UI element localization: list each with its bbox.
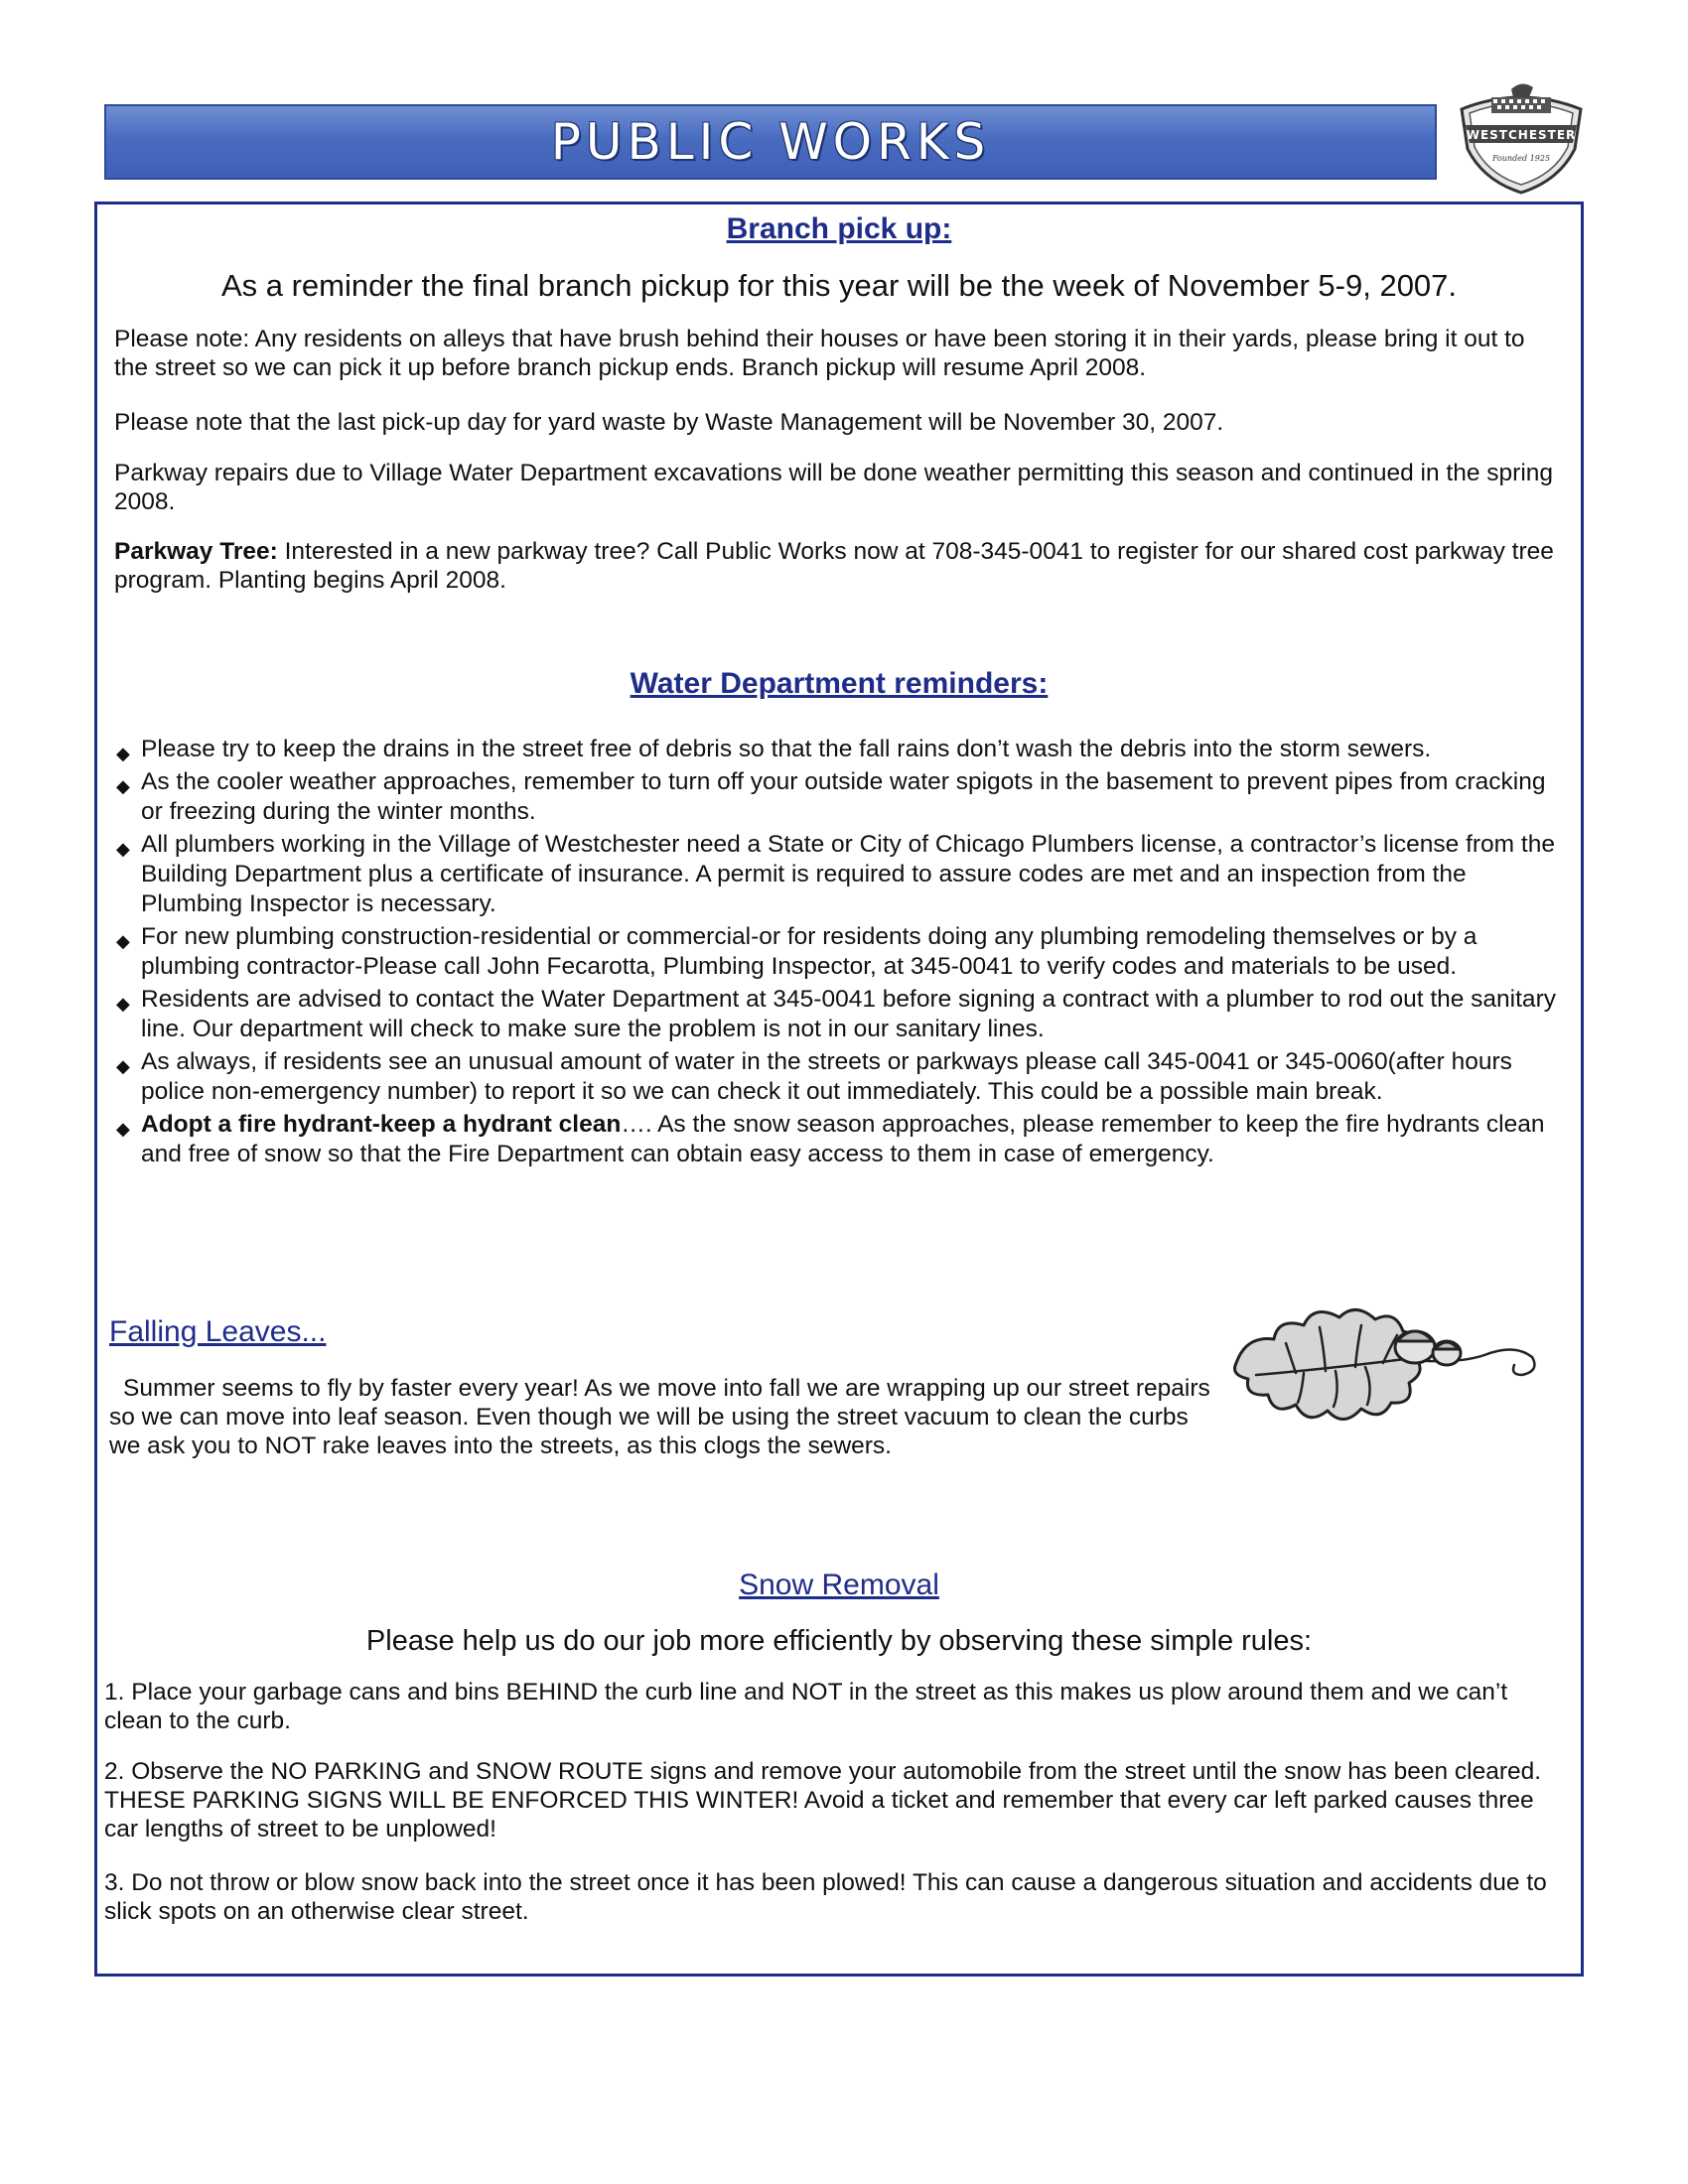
diamond-bullet-icon: ◆	[116, 839, 130, 859]
diamond-bullet-icon: ◆	[116, 1056, 130, 1076]
water-department-heading: Water Department reminders:	[630, 667, 1049, 700]
branch-pickup-lead: As a reminder the final branch pickup for this year will be the week of November 5-9, 2007.	[220, 268, 1458, 303]
list-item: ◆ Adopt a fire hydrant-keep a hydrant clean…. As the snow season approaches, please remember to keep the fire hydrants clean and free of snow so that the Fire Department can obtain easy access to them in case of emergency.	[116, 1111, 1545, 1167]
branch-pickup-heading: Branch pick up:	[726, 212, 952, 245]
seal-subtitle: Founded 1925	[1491, 154, 1551, 163]
list-item: ◆ All plumbers working in the Village of Westchester need a State or City of Chicago Plumbers license, a contractor’s license from the Building Department plus a certificate of insurance. A permit is required to assure codes are met and an inspection from the Plumbing Inspector is necessary.	[116, 831, 1555, 917]
parkway-tree-label: Parkway Tree:	[114, 538, 278, 565]
page-title: PUBLIC WORKS	[550, 113, 991, 171]
diamond-bullet-icon: ◆	[116, 1119, 130, 1139]
water-reminders-list	[114, 735, 1569, 1172]
header-banner	[104, 104, 1437, 180]
branch-note-1: Please note: Any residents on alleys that have brush behind their houses or have been storing it in their yards, please bring it out to the street so we can pick it up before branch pickup ends. Branch pickup will resume April 2008.	[114, 326, 1525, 381]
list-item: ◆ As always, if residents see an unusual amount of water in the streets or parkways please call 345-0041 or 345-0060(after hours police non-emergency number) to report it so we can check it out immediately. This could be a possible main break.	[116, 1048, 1512, 1105]
list-item: ◆ As the cooler weather approaches, remember to turn off your outside water spigots in the basement to prevent pipes from cracking or freezing during the winter months.	[116, 768, 1546, 825]
water-department-section	[99, 667, 1579, 701]
diamond-bullet-icon: ◆	[116, 744, 130, 763]
snow-removal-lead: Please help us do our job more efficiently by observing these simple rules:	[365, 1625, 1313, 1657]
westchester-seal-logo	[1456, 79, 1587, 197]
list-item: ◆ Residents are advised to contact the Water Department at 345-0041 before signing a contract with a plumber to rod out the sanitary line. Our department will check to make sure the problem is not in our sanitary lines.	[116, 986, 1556, 1042]
diamond-bullet-icon: ◆	[116, 931, 130, 951]
parkway-tree-text: Interested in a new parkway tree? Call Public Works now at 708-345-0041 to register for our shared cost parkway tree program. Planting begins April 2008.	[114, 538, 1554, 594]
list-item: ◆ For new plumbing construction-residential or commercial-or for residents doing any plumbing remodeling themselves or by a plumbing contractor-Please call John Fecarotta, Plumbing Inspector, at 345-0041 to verify codes and materials to be used.	[116, 923, 1477, 980]
branch-note-2: Please note that the last pick-up day for yard waste by Waste Management will be November 30, 2007.	[114, 409, 1224, 436]
oak-leaf-icon	[1216, 1296, 1554, 1444]
branch-pickup-section	[99, 212, 1579, 246]
snow-rule-2: 2. Observe the NO PARKING and SNOW ROUTE signs and remove your automobile from the street until the snow has been cleared. THESE PARKING SIGNS WILL BE ENFORCED THIS WINTER! Avoid a ticket and remember that every car left parked causes three car lengths of street to be unplowed!	[104, 1758, 1542, 1843]
falling-leaves-text: Summer seems to fly by faster every year! As we move into fall we are wrapping up our street repairs so we can move into leaf season. Even though we will be using the street vacuum to clean the curbs we ask you to NOT rake leaves into the streets, as this clogs the sewers.	[109, 1375, 1210, 1459]
snow-rule-3: 3. Do not throw or blow snow back into the street once it has been plowed! This can cause a dangerous situation and accidents due to slick spots on an otherwise clear street.	[104, 1869, 1547, 1925]
falling-leaves-section	[109, 1315, 326, 1349]
parkway-tree-note	[114, 537, 1564, 595]
snow-removal-section	[99, 1569, 1579, 1602]
diamond-bullet-icon: ◆	[116, 994, 130, 1014]
diamond-bullet-icon: ◆	[116, 776, 130, 796]
falling-leaves-heading: Falling Leaves...	[109, 1315, 327, 1348]
snow-removal-heading: Snow Removal	[739, 1569, 939, 1601]
seal-name: WESTCHESTER	[1466, 128, 1577, 142]
snow-rule-1: 1. Place your garbage cans and bins BEHIND the curb line and NOT in the street as this makes us plow around them and we can’t clean to the curb.	[104, 1679, 1508, 1734]
hydrant-bold: Adopt a fire hydrant-keep a hydrant clean	[141, 1111, 622, 1138]
branch-note-3: Parkway repairs due to Village Water Department excavations will be done weather permitting this season and continued in the spring 2008.	[114, 460, 1554, 515]
list-item: ◆ Please try to keep the drains in the street free of debris so that the fall rains don’t wash the debris into the storm sewers.	[114, 735, 1569, 764]
